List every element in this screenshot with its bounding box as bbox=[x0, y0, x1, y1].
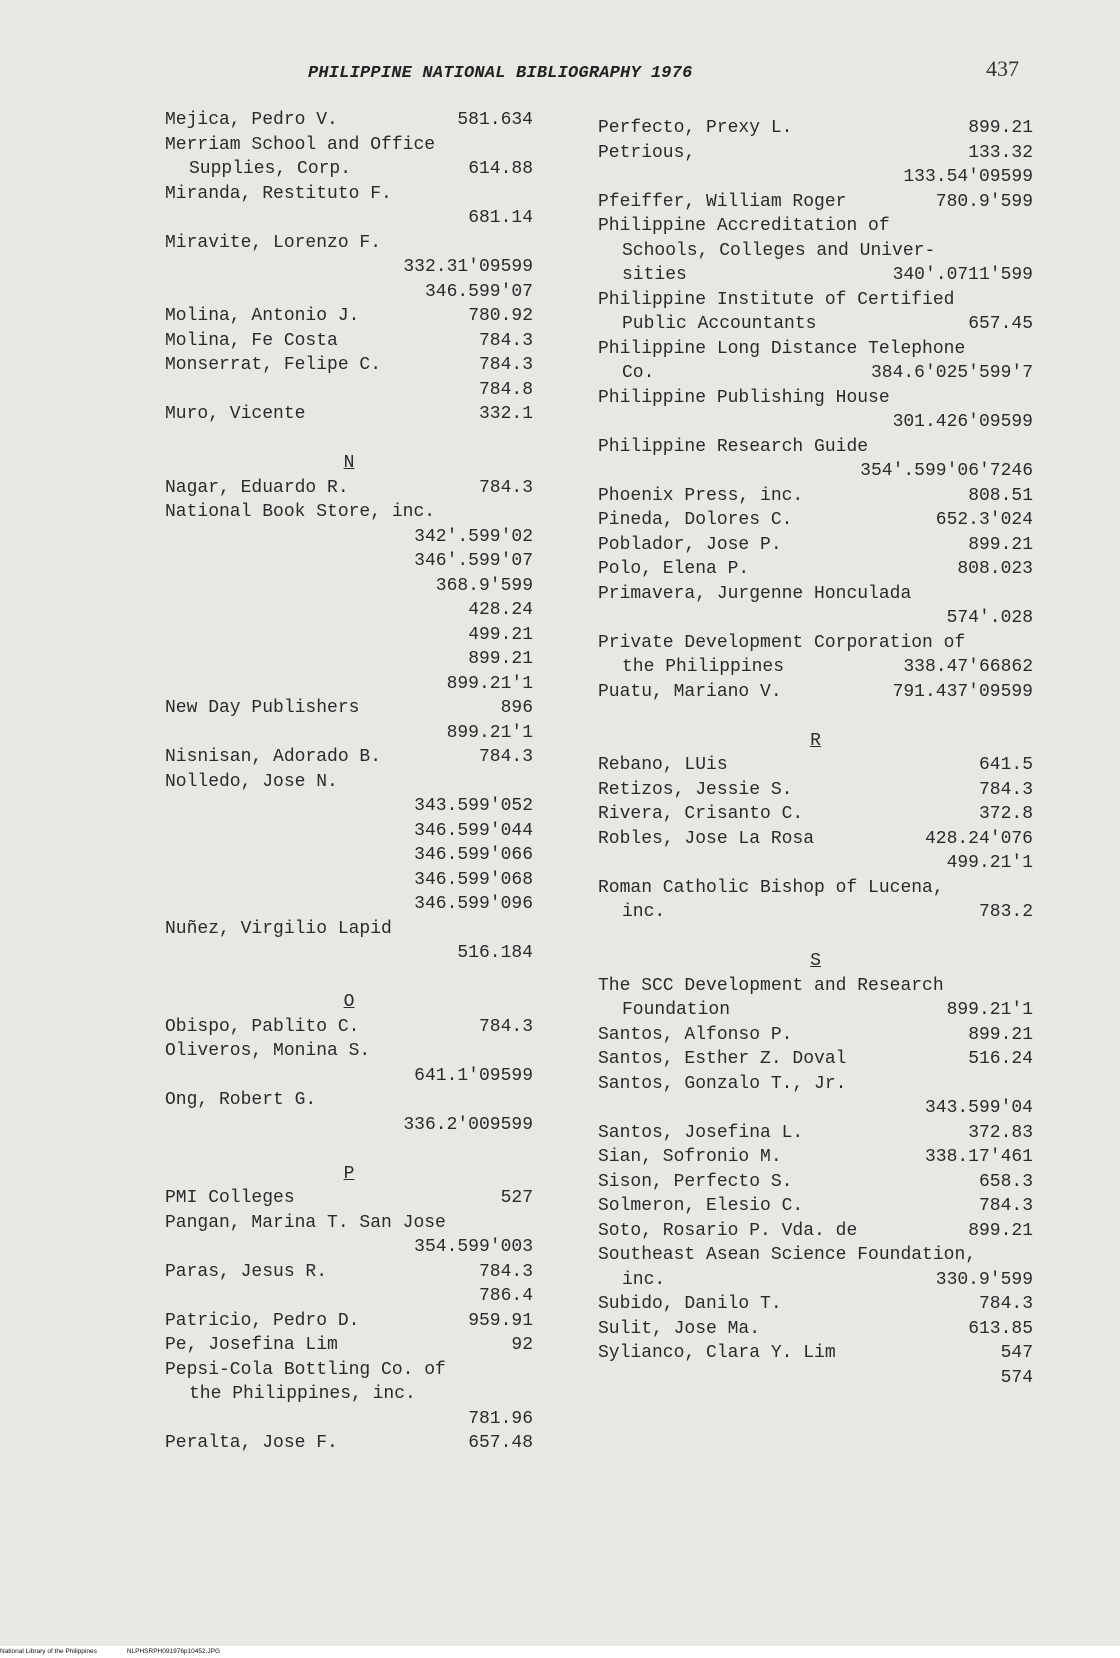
index-entry bbox=[598, 361, 1033, 386]
entry-name: Pineda, Dolores C. bbox=[598, 510, 793, 530]
classification-number: 499.21 bbox=[468, 624, 533, 645]
entry-name: Pfeiffer, William Roger bbox=[598, 191, 847, 212]
entry-name: Molina, Antonio J. bbox=[165, 306, 360, 326]
classification-number: 384.6'025'599'7 bbox=[870, 363, 1033, 383]
classification-number: 899.21 bbox=[968, 1220, 1033, 1241]
index-entry bbox=[165, 133, 533, 158]
entry-name: Pepsi-Cola Bottling Co. of bbox=[165, 1359, 446, 1380]
entry-name: inc. bbox=[622, 902, 666, 922]
classification-number: 133.54'09599 bbox=[903, 167, 1033, 187]
index-entry bbox=[598, 165, 1033, 190]
section-letter bbox=[165, 451, 533, 476]
entry-name: Puatu, Mariano V. bbox=[598, 681, 782, 702]
index-entry bbox=[165, 353, 533, 378]
entry-name: Nagar, Eduardo R. bbox=[165, 477, 349, 498]
index-entry bbox=[598, 533, 1033, 558]
index-entry bbox=[165, 108, 533, 133]
entry-name: Retizos, Jessie S. bbox=[598, 779, 793, 800]
index-entry bbox=[165, 1211, 533, 1236]
entry-name: Merriam School and Office bbox=[165, 134, 436, 155]
classification-number: 372.83 bbox=[968, 1122, 1033, 1143]
index-entry bbox=[165, 1137, 533, 1162]
classification-number: 354'.599'06'7246 bbox=[860, 461, 1033, 481]
entry-name: Patricio, Pedro D. bbox=[165, 1310, 360, 1331]
classification-number: 330.9'599 bbox=[935, 1269, 1033, 1290]
classification-number: 581.634 bbox=[457, 110, 533, 130]
index-entry bbox=[598, 925, 1033, 950]
classification-number: 428.24'076 bbox=[924, 828, 1033, 849]
entry-name: Phoenix Press, inc. bbox=[598, 485, 804, 506]
classification-number: 574 bbox=[1000, 1367, 1033, 1388]
entry-name: National Book Store, inc. bbox=[165, 502, 436, 522]
index-entry bbox=[598, 582, 1033, 607]
classification-number: 657.48 bbox=[468, 1433, 533, 1453]
entry-name: Southeast Asean Science Foundation, bbox=[598, 1245, 977, 1265]
entry-name: Sulit, Jose Ma. bbox=[598, 1318, 761, 1339]
page-header bbox=[308, 64, 692, 83]
index-entry bbox=[598, 288, 1033, 313]
section-letter-label: N bbox=[343, 453, 355, 473]
index-entry bbox=[598, 1145, 1033, 1170]
index-entry bbox=[165, 1382, 533, 1407]
index-entry bbox=[598, 778, 1033, 803]
entry-name: Philippine Long Distance Telephone bbox=[598, 338, 966, 359]
index-entry bbox=[165, 378, 533, 403]
footer-library: National Library of the Philippines bbox=[0, 1648, 97, 1655]
index-entry bbox=[165, 1015, 533, 1040]
classification-number: 346.599'07 bbox=[424, 281, 533, 302]
index-entry bbox=[598, 1047, 1033, 1072]
index-entry bbox=[598, 459, 1033, 484]
index-entry bbox=[165, 892, 533, 917]
entry-name: Miranda, Restituto F. bbox=[165, 183, 392, 204]
entry-name: Pangan, Marina T. San Jose bbox=[165, 1212, 446, 1233]
classification-number: 783.2 bbox=[978, 902, 1033, 922]
index-entry bbox=[598, 827, 1033, 852]
classification-number: 899.21 bbox=[968, 118, 1033, 138]
entry-name: Nisnisan, Adorado B. bbox=[165, 747, 382, 767]
index-entry bbox=[598, 802, 1033, 827]
classification-number: 899.21 bbox=[968, 534, 1033, 555]
index-entry bbox=[598, 239, 1033, 264]
classification-number: 784.8 bbox=[478, 379, 533, 400]
index-entry bbox=[165, 549, 533, 574]
classification-number: 641.5 bbox=[978, 755, 1033, 775]
right-column bbox=[598, 116, 1033, 1390]
index-entry bbox=[598, 337, 1033, 362]
classification-number: 133.32 bbox=[968, 142, 1033, 163]
entry-name: Ong, Robert G. bbox=[165, 1090, 317, 1110]
index-entry bbox=[165, 427, 533, 452]
index-entry bbox=[165, 598, 533, 623]
index-entry bbox=[165, 966, 533, 991]
index-entry bbox=[598, 1317, 1033, 1342]
header-title: PHILIPPINE NATIONAL BIBLIOGRAPHY bbox=[308, 64, 641, 83]
index-entry bbox=[165, 941, 533, 966]
index-entry bbox=[165, 157, 533, 182]
index-entry bbox=[598, 900, 1033, 925]
entry-name: Mejica, Pedro V. bbox=[165, 110, 338, 130]
classification-number: 338.17'461 bbox=[924, 1147, 1033, 1167]
classification-number: 784.3 bbox=[478, 477, 533, 498]
classification-number: 332.1 bbox=[478, 404, 533, 424]
index-entry bbox=[598, 557, 1033, 582]
footer-filename: NLPHSRPH091976p10452.JPG bbox=[126, 1648, 221, 1655]
entry-name: Poblador, Jose P. bbox=[598, 534, 782, 555]
entry-name: Pe, Josefina Lim bbox=[165, 1335, 338, 1355]
entry-name: Co. bbox=[622, 363, 655, 383]
index-entry bbox=[165, 819, 533, 844]
index-entry bbox=[165, 304, 533, 329]
classification-number: 336.2'009599 bbox=[403, 1114, 533, 1135]
entry-name: Philippine Research Guide bbox=[598, 436, 869, 457]
entry-name: Molina, Fe Costa bbox=[165, 330, 338, 351]
classification-number: 527 bbox=[500, 1188, 533, 1208]
classification-number: 780.9'599 bbox=[935, 191, 1033, 212]
classification-number: 372.8 bbox=[978, 804, 1033, 824]
index-entry bbox=[165, 206, 533, 231]
classification-number: 784.3 bbox=[978, 1196, 1033, 1216]
index-entry bbox=[165, 525, 533, 550]
index-entry bbox=[598, 263, 1033, 288]
left-column bbox=[165, 108, 533, 1456]
index-entry bbox=[598, 1268, 1033, 1293]
classification-number: 343.599'052 bbox=[414, 796, 533, 816]
entry-name: Obispo, Pablito C. bbox=[165, 1016, 360, 1037]
index-entry bbox=[598, 1243, 1033, 1268]
index-entry bbox=[598, 851, 1033, 876]
classification-number: 428.24 bbox=[468, 600, 533, 620]
entry-name: Oliveros, Monina S. bbox=[165, 1041, 371, 1061]
classification-number: 368.9'599 bbox=[435, 575, 533, 596]
classification-number: 346.599'066 bbox=[414, 845, 533, 865]
entry-name: Miravite, Lorenzo F. bbox=[165, 232, 382, 253]
classification-number: 301.426'09599 bbox=[892, 412, 1033, 432]
entry-name: Primavera, Jurgenne Honculada bbox=[598, 583, 912, 604]
index-entry bbox=[598, 1366, 1033, 1391]
classification-number: 780.92 bbox=[468, 306, 533, 326]
index-entry bbox=[165, 1333, 533, 1358]
entry-name: Roman Catholic Bishop of Lucena, bbox=[598, 877, 944, 898]
entry-name: Philippine Accreditation of bbox=[598, 216, 890, 236]
entry-name: Monserrat, Felipe C. bbox=[165, 355, 382, 375]
index-entry bbox=[165, 329, 533, 354]
entry-name: inc. bbox=[622, 1269, 666, 1290]
entry-name: Soto, Rosario P. Vda. de bbox=[598, 1220, 858, 1241]
index-entry bbox=[165, 647, 533, 672]
classification-number: 808.023 bbox=[957, 559, 1033, 579]
index-entry bbox=[165, 1113, 533, 1138]
index-entry bbox=[165, 1431, 533, 1456]
index-entry bbox=[598, 116, 1033, 141]
classification-number: 784.3 bbox=[478, 1261, 533, 1282]
classification-number: 899.21'1 bbox=[446, 722, 533, 743]
index-entry bbox=[165, 1309, 533, 1334]
entry-name: Santos, Josefina L. bbox=[598, 1122, 804, 1143]
index-entry bbox=[165, 231, 533, 256]
entry-name: Nolledo, Jose N. bbox=[165, 771, 338, 792]
page-number: 437 bbox=[986, 56, 1019, 81]
entry-name: Polo, Elena P. bbox=[598, 559, 750, 579]
section-letter-label: P bbox=[343, 1163, 355, 1184]
classification-number: 340'.0711'599 bbox=[892, 265, 1033, 285]
classification-number: 343.599'04 bbox=[924, 1098, 1033, 1118]
index-entry bbox=[165, 1186, 533, 1211]
classification-number: 516.24 bbox=[968, 1049, 1033, 1069]
entry-name: Nuñez, Virgilio Lapid bbox=[165, 918, 392, 939]
classification-number: 338.47'66862 bbox=[903, 657, 1033, 677]
index-entry bbox=[165, 402, 533, 427]
index-entry bbox=[165, 868, 533, 893]
index-entry bbox=[598, 386, 1033, 411]
index-entry bbox=[165, 672, 533, 697]
classification-number: 332.31'09599 bbox=[403, 257, 533, 277]
entry-name: the Philippines, inc. bbox=[189, 1384, 416, 1404]
index-entry bbox=[598, 1072, 1033, 1097]
classification-number: 342'.599'02 bbox=[414, 526, 533, 547]
entry-name: Sylianco, Clara Y. Lim bbox=[598, 1343, 836, 1363]
entry-name: Santos, Alfonso P. bbox=[598, 1024, 793, 1045]
index-entry bbox=[598, 655, 1033, 680]
index-entry bbox=[598, 631, 1033, 656]
classification-number: 614.88 bbox=[468, 159, 533, 179]
entry-name: Public Accountants bbox=[622, 314, 817, 334]
classification-number: 547 bbox=[1000, 1343, 1033, 1363]
classification-number: 899.21 bbox=[968, 1024, 1033, 1045]
entry-name: Philippine Publishing House bbox=[598, 387, 890, 408]
index-entry bbox=[598, 1194, 1033, 1219]
index-entry bbox=[598, 141, 1033, 166]
index-entry bbox=[165, 280, 533, 305]
entry-name: Santos, Esther Z. Doval bbox=[598, 1049, 847, 1069]
classification-number: 899.21'1 bbox=[946, 1000, 1033, 1020]
index-entry bbox=[598, 1292, 1033, 1317]
section-letter-label: O bbox=[343, 992, 355, 1012]
classification-number: 354.599'003 bbox=[414, 1237, 533, 1257]
entry-name: Foundation bbox=[622, 1000, 731, 1020]
index-entry bbox=[598, 508, 1033, 533]
index-entry bbox=[598, 1219, 1033, 1244]
entry-name: Schools, Colleges and Univer- bbox=[622, 240, 936, 261]
index-entry bbox=[165, 574, 533, 599]
classification-number: 346.599'096 bbox=[414, 894, 533, 914]
entry-name: Paras, Jesus R. bbox=[165, 1261, 328, 1282]
section-letter bbox=[598, 949, 1033, 974]
index-entry bbox=[165, 1284, 533, 1309]
entry-name: Philippine Institute of Certified bbox=[598, 289, 955, 310]
index-entry bbox=[598, 998, 1033, 1023]
index-entry bbox=[598, 1341, 1033, 1366]
entry-name: Robles, Jose La Rosa bbox=[598, 828, 815, 849]
index-entry bbox=[165, 1088, 533, 1113]
index-entry bbox=[598, 704, 1033, 729]
entry-name: Solmeron, Elesio C. bbox=[598, 1196, 804, 1216]
section-letter-label: R bbox=[810, 730, 821, 751]
entry-name: The SCC Development and Research bbox=[598, 975, 944, 996]
index-entry bbox=[165, 1039, 533, 1064]
entry-name: Rivera, Crisanto C. bbox=[598, 804, 804, 824]
entry-name: Supplies, Corp. bbox=[189, 159, 352, 179]
index-entry bbox=[165, 721, 533, 746]
index-entry bbox=[165, 794, 533, 819]
classification-number: 784.3 bbox=[978, 779, 1033, 800]
index-entry bbox=[165, 1064, 533, 1089]
index-entry bbox=[598, 484, 1033, 509]
classification-number: 613.85 bbox=[968, 1318, 1033, 1339]
classification-number: 808.51 bbox=[968, 485, 1033, 506]
classification-number: 784.3 bbox=[478, 1016, 533, 1037]
classification-number: 346.599'044 bbox=[414, 820, 533, 841]
classification-number: 899.21'1 bbox=[446, 673, 533, 694]
index-entry bbox=[598, 435, 1033, 460]
section-letter bbox=[165, 990, 533, 1015]
index-entry bbox=[598, 1096, 1033, 1121]
classification-number: 784.3 bbox=[478, 355, 533, 375]
classification-number: 346.599'068 bbox=[414, 869, 533, 890]
index-entry bbox=[165, 917, 533, 942]
entry-name: sities bbox=[622, 265, 687, 285]
index-entry bbox=[598, 974, 1033, 999]
index-entry bbox=[598, 410, 1033, 435]
entry-name: Perfecto, Prexy L. bbox=[598, 118, 793, 138]
index-entry bbox=[598, 190, 1033, 215]
entry-name: PMI Colleges bbox=[165, 1188, 295, 1208]
index-entry bbox=[165, 500, 533, 525]
page-footer bbox=[0, 1648, 1120, 1655]
classification-number: 516.184 bbox=[457, 943, 533, 963]
classification-number: 784.3 bbox=[478, 330, 533, 351]
classification-number: 781.96 bbox=[468, 1408, 533, 1429]
classification-number: 896 bbox=[500, 698, 533, 718]
index-entry bbox=[598, 312, 1033, 337]
index-entry bbox=[165, 1358, 533, 1383]
classification-number: 92 bbox=[511, 1335, 533, 1355]
classification-number: 784.3 bbox=[478, 747, 533, 767]
classification-number: 657.45 bbox=[968, 314, 1033, 334]
classification-number: 681.14 bbox=[468, 208, 533, 228]
classification-number: 784.3 bbox=[978, 1294, 1033, 1314]
index-entry bbox=[165, 182, 533, 207]
index-entry bbox=[165, 476, 533, 501]
index-entry bbox=[598, 753, 1033, 778]
index-entry bbox=[598, 876, 1033, 901]
index-entry bbox=[598, 214, 1033, 239]
entry-name: Subido, Danilo T. bbox=[598, 1294, 782, 1314]
classification-number: 786.4 bbox=[478, 1286, 533, 1306]
section-letter-label: S bbox=[810, 951, 821, 971]
entry-name: Sison, Perfecto S. bbox=[598, 1171, 793, 1192]
classification-number: 574'.028 bbox=[946, 608, 1033, 628]
entry-name: the Philippines bbox=[622, 657, 785, 677]
index-entry bbox=[165, 623, 533, 648]
section-letter bbox=[165, 1162, 533, 1187]
classification-number: 791.437'09599 bbox=[892, 681, 1033, 702]
entry-name: Rebano, LUis bbox=[598, 755, 728, 775]
index-entry bbox=[598, 606, 1033, 631]
entry-name: Muro, Vicente bbox=[165, 404, 306, 424]
classification-number: 899.21 bbox=[468, 649, 533, 669]
index-entry bbox=[165, 1235, 533, 1260]
index-entry bbox=[165, 1260, 533, 1285]
classification-number: 346'.599'07 bbox=[414, 551, 533, 571]
classification-number: 641.1'09599 bbox=[414, 1065, 533, 1086]
classification-number: 652.3'024 bbox=[935, 510, 1033, 530]
index-entry bbox=[165, 745, 533, 770]
classification-number: 499.21'1 bbox=[946, 853, 1033, 873]
index-entry bbox=[165, 1407, 533, 1432]
index-entry bbox=[165, 843, 533, 868]
entry-name: New Day Publishers bbox=[165, 698, 360, 718]
section-letter bbox=[598, 729, 1033, 754]
index-entry bbox=[598, 1023, 1033, 1048]
index-entry bbox=[165, 255, 533, 280]
index-entry bbox=[598, 1121, 1033, 1146]
index-entry bbox=[598, 680, 1033, 705]
header-year: 1976 bbox=[650, 64, 693, 83]
entry-name: Sian, Sofronio M. bbox=[598, 1147, 782, 1167]
classification-number: 658.3 bbox=[978, 1171, 1033, 1192]
index-entry bbox=[165, 696, 533, 721]
entry-name: Petrious, bbox=[598, 142, 696, 163]
entry-name: Santos, Gonzalo T., Jr. bbox=[598, 1073, 847, 1094]
index-entry bbox=[165, 770, 533, 795]
index-entry bbox=[598, 1170, 1033, 1195]
entry-name: Peralta, Jose F. bbox=[165, 1433, 338, 1453]
classification-number: 959.91 bbox=[468, 1310, 533, 1331]
entry-name: Private Development Corporation of bbox=[598, 632, 966, 653]
